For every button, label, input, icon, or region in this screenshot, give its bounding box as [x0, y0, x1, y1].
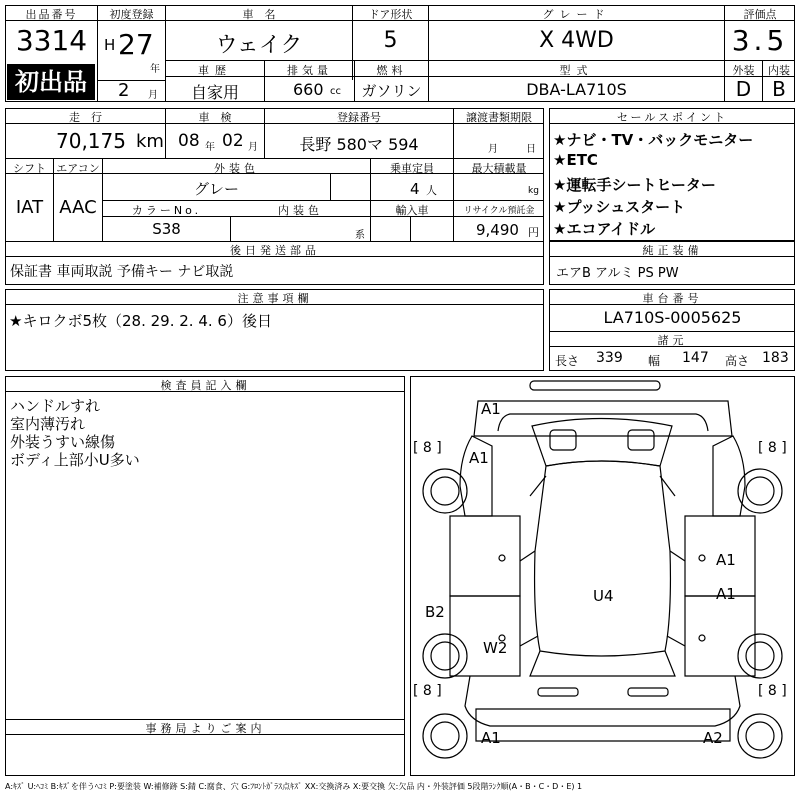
sales-point-item: ★プッシュスタート — [553, 198, 686, 216]
score: 3.5 — [731, 24, 789, 57]
legend: A:ｷｽﾞ U:ﾍｺﾐ B:ｷｽﾞを伴うﾍｺﾐ P:要塗装 W:補修跡 S:錆 C:腐食、穴 G:ﾌﾛﾝﾄｶﾞﾗｽ点ｷｽﾞ XX:交換済み X:要交換 欠:欠品 内・外装評価 5段階ﾗﾝｸ順(A・B・C・D・E) 1 — [5, 782, 583, 791]
plate-label: 登録番号 — [337, 111, 381, 124]
fuel: ガソリン — [361, 82, 422, 100]
door-count: 5 — [383, 28, 398, 53]
interior-color-label: 内装色 — [278, 204, 323, 217]
inspection-month-unit: 月 — [248, 142, 258, 153]
width: 147 — [682, 350, 709, 366]
transfer-day: 日 — [526, 144, 536, 155]
damage-mark-left-rear-door: B2 — [425, 603, 445, 621]
width-label: 幅 — [648, 354, 661, 368]
model-code: DBA-LA710S — [526, 80, 627, 99]
interior-grade: B — [772, 77, 786, 101]
max-load-label: 最大積載量 — [471, 162, 527, 175]
mileage-label: 走 行 — [69, 111, 102, 124]
chassis-number: LA710S-0005625 — [603, 308, 742, 327]
damage-mark-right-rear-door: A1 — [716, 585, 736, 603]
car-name: ウェイク — [215, 33, 303, 58]
inspection-label: 車 検 — [198, 111, 232, 124]
damage-mark-rear-left: A1 — [481, 729, 501, 747]
transfer-label: 譲渡書類期限 — [466, 111, 532, 124]
inspector-note: 外装うすい線傷 — [10, 433, 116, 451]
aircon-label: エアコン — [56, 162, 100, 175]
genuine-equipment-label: 純正装備 — [642, 244, 703, 257]
inspector-note: 室内薄汚れ — [10, 415, 86, 433]
color-label: 外装色 — [214, 162, 259, 175]
caution-text: ★キロクボ5枚（28. 29. 2. 4. 6）後日 — [9, 312, 272, 330]
sales-point-item: ★エコアイドル — [553, 220, 656, 238]
tire-tread-right: [ 8 ] — [758, 440, 787, 456]
inspector-label: 検査員記入欄 — [160, 379, 251, 392]
mileage: 70,175 — [56, 129, 126, 153]
score-label: 評価点 — [743, 8, 777, 21]
max-load-unit: kg — [528, 186, 539, 196]
shift: IAT — [15, 197, 44, 218]
displacement-label: 排気量 — [287, 64, 332, 77]
sales-point-item: ★ナビ・TV・バックモニター — [553, 131, 754, 149]
registration-label: 初度登録 — [109, 8, 154, 21]
capacity: 4 — [410, 180, 420, 198]
sales-point-item: ★運転手シートヒーター — [553, 176, 716, 194]
mileage-unit: km — [136, 131, 164, 152]
later-parts: 保証書 車両取説 予備キー ナビ取説 — [10, 264, 234, 280]
grade: X 4WD — [539, 28, 614, 53]
inspection-month: 02 — [222, 131, 244, 151]
exterior-color: グレー — [193, 180, 239, 198]
grade-label: グレード — [542, 8, 611, 21]
height-label: 高さ — [725, 354, 750, 368]
door-label: ドア形状 — [368, 8, 413, 21]
later-parts-label: 後日発送部品 — [230, 244, 320, 257]
interior-color-unit: 系 — [355, 230, 365, 241]
month-unit: 月 — [148, 90, 158, 101]
recycle-unit: 円 — [528, 226, 539, 239]
reg-year: 27 — [118, 28, 154, 61]
fuel-label: 燃料 — [376, 64, 407, 77]
colorno-label: カラーNo. — [131, 204, 202, 217]
era: H — [104, 36, 116, 54]
inspection-year-unit: 年 — [205, 142, 215, 153]
inspector-note: ボディ上部小U多い — [10, 451, 140, 469]
office-label: 事務局よりご案内 — [145, 722, 266, 735]
interior-label: 内装 — [768, 64, 790, 77]
damage-mark-roof: U4 — [593, 587, 614, 605]
tire-tread-bottom-left: [ 8 ] — [413, 683, 442, 699]
lot-label: 出品番号 — [25, 8, 78, 21]
chassis-label: 車台番号 — [642, 292, 703, 305]
genuine-equipment: エアB アルミ PS PW — [556, 266, 679, 281]
exterior-grade: D — [735, 77, 752, 101]
lot-number: 3314 — [15, 24, 88, 57]
sales-points-label: セールスポイント — [616, 111, 728, 124]
shift-label: シフト — [13, 162, 46, 175]
first-listing-badge: 初出品 — [7, 64, 95, 100]
sales-point-item: ★ETC — [553, 151, 598, 169]
recycle-fee: 9,490 — [476, 221, 519, 239]
history-label: 車歴 — [198, 64, 232, 77]
year-unit: 年 — [150, 64, 160, 75]
damage-mark-rear-right: A2 — [703, 729, 723, 747]
aircon: AAC — [59, 197, 97, 218]
color-number: S38 — [152, 220, 181, 238]
displacement-unit: cc — [330, 86, 341, 97]
recycle-label: リサイクル預託金 — [463, 206, 535, 216]
car-name-label: 車 名 — [242, 8, 276, 21]
tire-tread-left: [ 8 ] — [413, 440, 442, 456]
damage-mark-left-fender: A1 — [469, 449, 489, 467]
inspection-year: 08 — [178, 131, 200, 151]
length: 339 — [596, 350, 623, 366]
capacity-label: 乗車定員 — [390, 162, 434, 175]
capacity-unit: 人 — [426, 184, 437, 197]
damage-mark-right-front-door: A1 — [716, 551, 736, 569]
caution-label: 注意事項欄 — [237, 292, 313, 305]
damage-mark-left-quarter: W2 — [483, 639, 508, 657]
model-label: 型式 — [559, 64, 594, 77]
tire-tread-bottom-right: [ 8 ] — [758, 683, 787, 699]
car-outline-diagram — [410, 376, 795, 776]
plate-number: 長野 580マ 594 — [299, 135, 419, 154]
specs-label: 諸元 — [657, 334, 688, 347]
length-label: 長さ — [555, 354, 580, 368]
reg-month: 2 — [118, 80, 130, 101]
displacement: 660 — [293, 80, 324, 99]
inspector-note: ハンドルすれ — [10, 397, 101, 415]
import-label: 輸入車 — [395, 204, 429, 217]
height: 183 — [762, 350, 789, 366]
history: 自家用 — [190, 83, 239, 102]
transfer-month: 月 — [488, 144, 498, 155]
exterior-label: 外装 — [732, 64, 755, 77]
damage-mark-hood: A1 — [481, 400, 501, 418]
